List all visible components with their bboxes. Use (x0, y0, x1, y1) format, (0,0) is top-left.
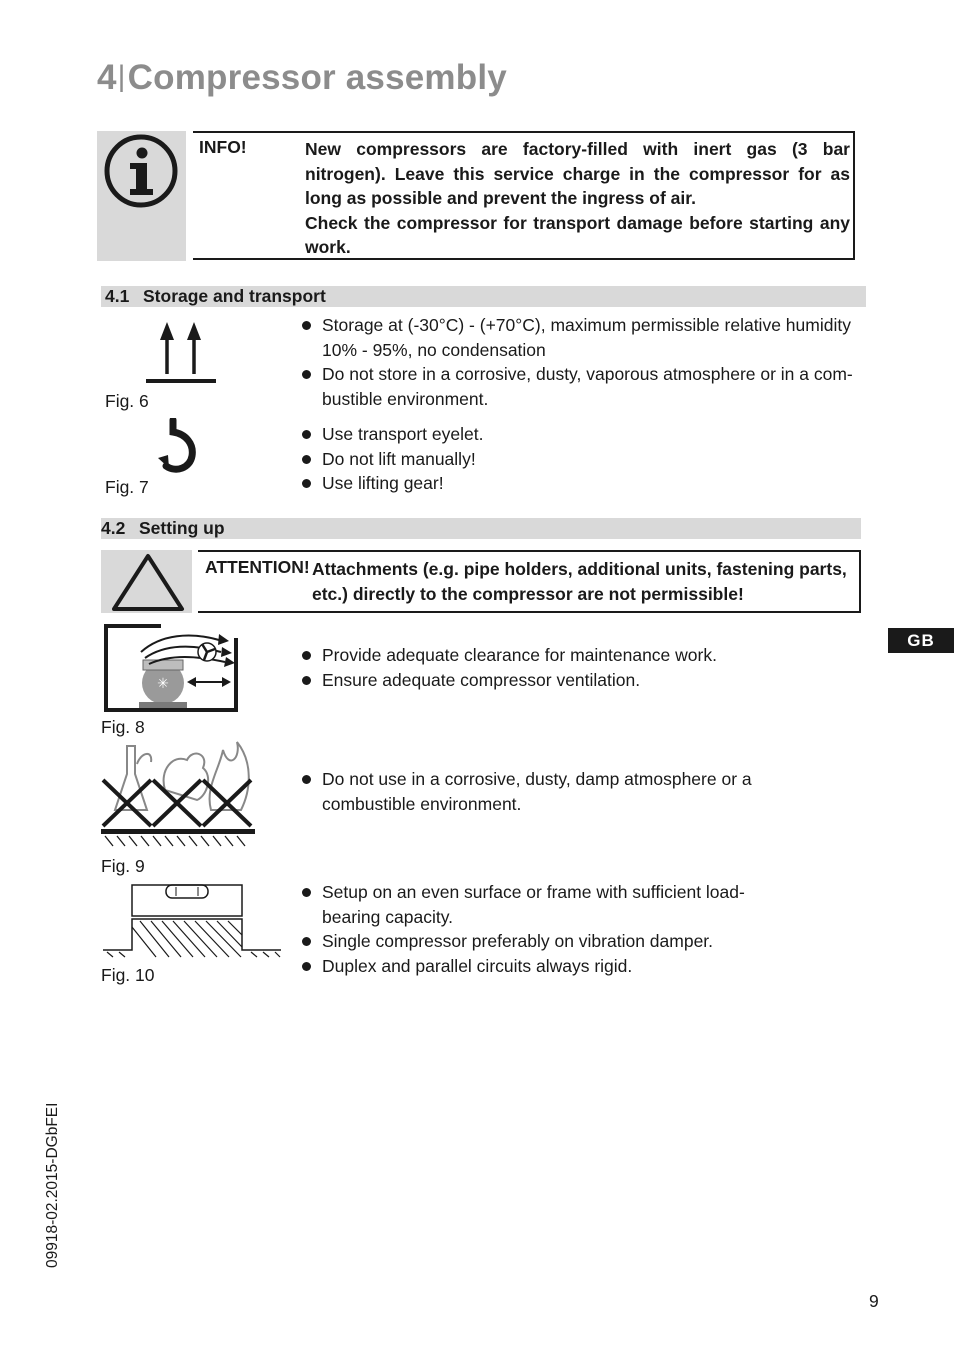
section-header-4-1 (101, 286, 866, 307)
bullet-list (302, 643, 772, 692)
info-paragraph: New compressors are factory-filled with inert gas (3 bar nitrogen). Leave this service charge in the compressor for as long as possible and prevent the ingress of air. (305, 139, 850, 209)
list-item: Do not store in a corrosive, dusty, vaporous atmosphere or in a com-bustible environment. (302, 362, 862, 411)
section-number: 4.1 (105, 286, 130, 306)
section-number: 4.2 (101, 518, 126, 538)
chapter-title: Compressor assembly (127, 58, 507, 97)
list-item: Setup on an even surface or frame with sufficient load-bearing capacity. (302, 880, 752, 929)
section-header-4-2 (101, 518, 861, 539)
attention-icon-panel (101, 550, 192, 613)
language-tab[interactable]: GB (888, 628, 954, 653)
chapter-number: 4 (97, 58, 117, 97)
info-icon (97, 131, 186, 261)
list-item: Single compressor preferably on vibration damper. (302, 929, 752, 954)
page-number: 9 (869, 1291, 879, 1311)
no-corrosive-environment-icon (101, 740, 257, 850)
list-item: Do not use in a corrosive, dusty, damp atmosphere or a combustible environment. (302, 767, 752, 816)
bullet-list (302, 767, 752, 816)
svg-text:✳: ✳ (157, 676, 169, 692)
list-item: Provide adequate clearance for maintenance work. (302, 643, 772, 668)
list-item: Use transport eyelet. (302, 422, 862, 447)
figure-caption: Fig. 8 (101, 717, 145, 737)
hook-icon (152, 418, 202, 474)
section-title: Storage and transport (143, 286, 326, 306)
info-text (305, 137, 850, 260)
list-item: Do not lift manually! (302, 447, 862, 472)
info-label: INFO! (199, 137, 247, 157)
attention-label: ATTENTION! (205, 557, 310, 577)
bullet-list (302, 313, 862, 411)
attention-text: Attachments (e.g. pipe holders, additional units, fastening parts, etc.) directly to the compressor are not permissible! (312, 559, 847, 604)
level-surface-icon (101, 883, 283, 959)
this-way-up-icon (140, 318, 220, 388)
list-item: Duplex and parallel circuits always rigid. (302, 954, 752, 979)
list-item: Storage at (-30°C) - (+70°C), maximum permissible relative humidity 10% - 95%, no condensation (302, 313, 862, 362)
bullet-list (302, 422, 862, 496)
figure-caption: Fig. 9 (101, 856, 145, 876)
info-icon-panel (97, 131, 186, 261)
list-item: Ensure adequate compressor ventilation. (302, 668, 772, 693)
page-title (97, 58, 507, 98)
section-title: Setting up (139, 518, 225, 538)
info-paragraph: Check the compressor for transport damage before starting any work. (305, 212, 850, 258)
document-code: 09918-02.2015-DGbFEI (44, 1102, 61, 1268)
warning-triangle-icon (101, 550, 192, 613)
title-separator: | (117, 60, 126, 93)
figure-caption: Fig. 7 (105, 477, 149, 497)
bullet-list (302, 880, 752, 978)
ventilation-clearance-icon (101, 622, 251, 714)
list-item: Use lifting gear! (302, 471, 862, 496)
figure-caption: Fig. 10 (101, 965, 155, 985)
figure-caption: Fig. 6 (105, 391, 149, 411)
